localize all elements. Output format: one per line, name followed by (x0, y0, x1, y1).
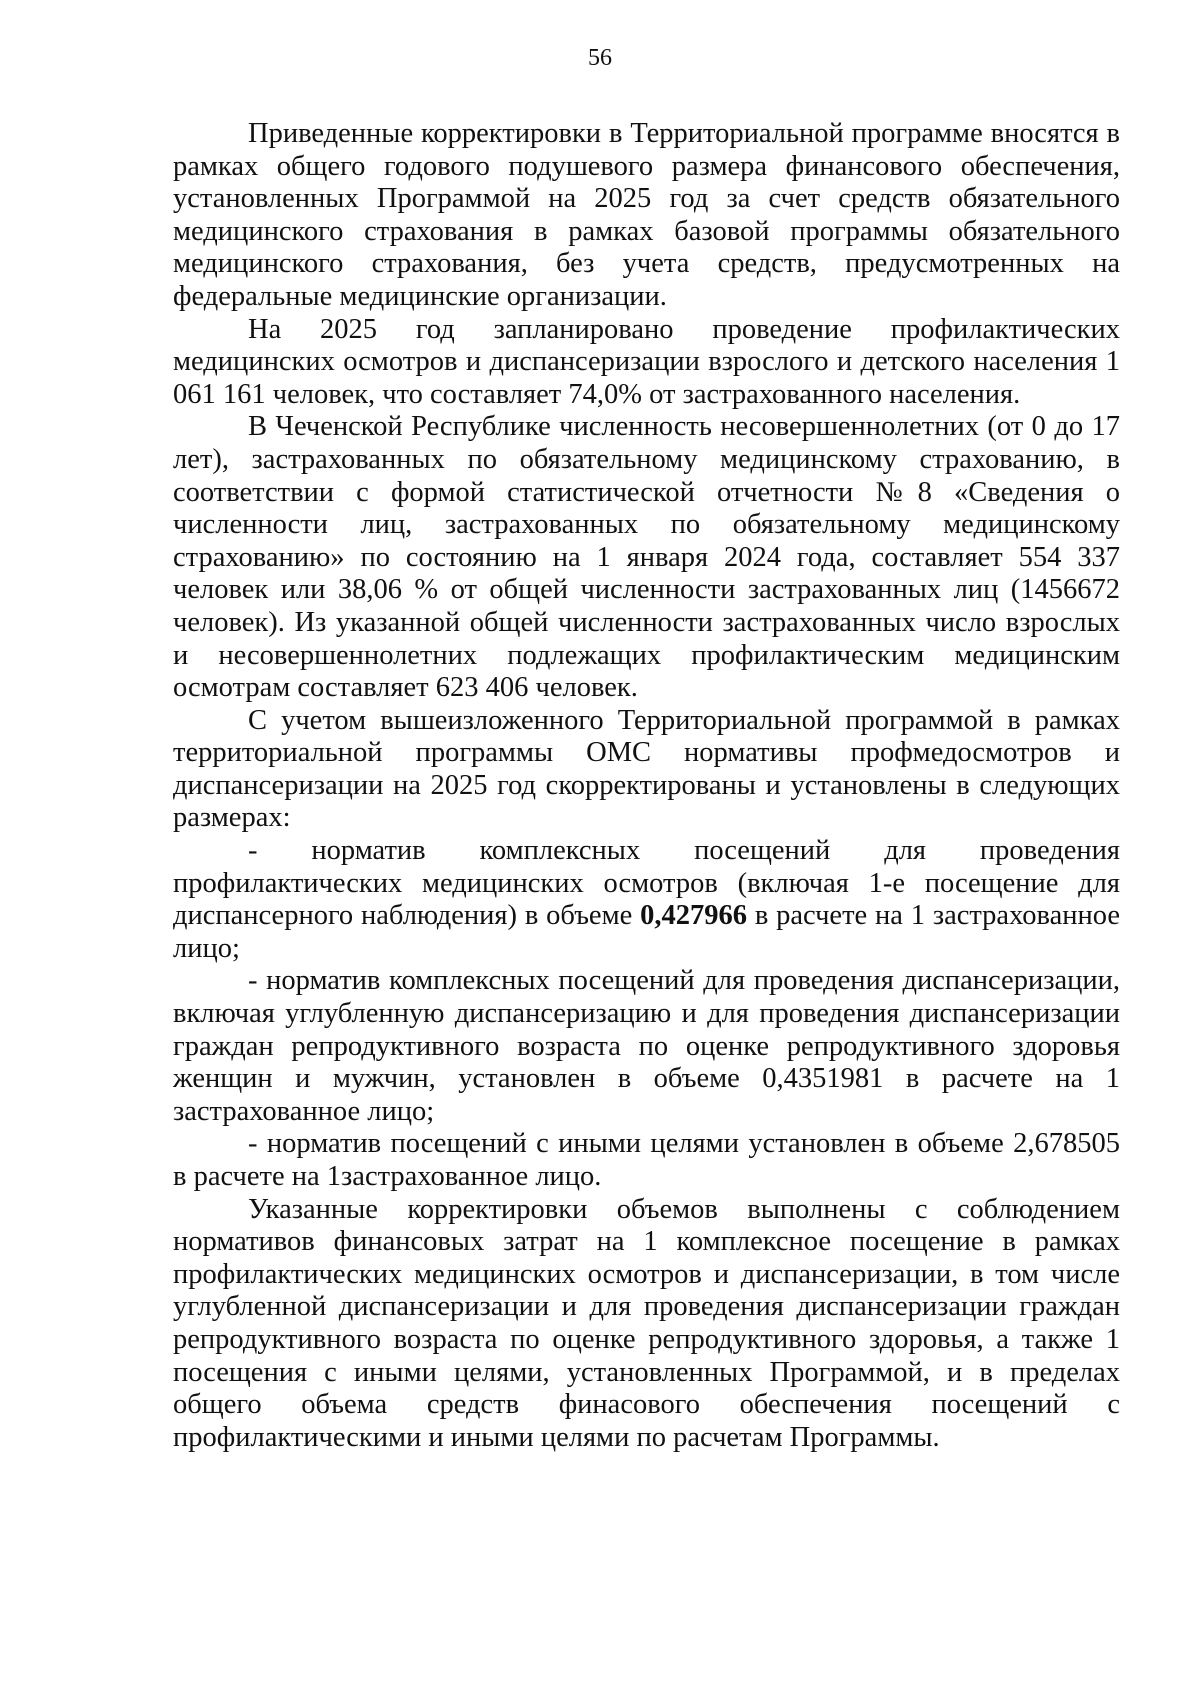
paragraph-planned-checkups: На 2025 год запланировано проведение профилактических медицинских осмотров и диспансеризации взрослого и детского населения 1 061 161 человек, что составляет 74,0% от застрахованного населения. (173, 313, 1120, 410)
norm-preventive-value: 0,427966 (640, 900, 747, 932)
norm-preventive-text-before: - норматив комплексных посещений для проведения профилактических медицинских осмотров (включая 1-е посещение для диспансерного наблюдения) в объеме (173, 835, 1120, 932)
paragraph-norms-intro: С учетом вышеизложенного Территориальной программой в рамках территориальной программы ОМС нормативы профмедосмотров и диспансеризации на 2025 год скорректированы и установлены в следующих размерах: (173, 704, 1120, 834)
document-body (173, 118, 1120, 1454)
paragraph-norm-dispensary-visits: - норматив комплексных посещений для проведения диспансеризации, включая углубленную диспансеризацию и для проведения диспансеризации граждан репродуктивного возраста по оценке репродуктивного здоровья женщин и мужчин, установлен в объеме 0,4351981 в расчете на 1 застрахованное лицо; (173, 965, 1120, 1127)
paragraph-corrections-compliance: Указанные корректировки объемов выполнены с соблюдением нормативов финансовых затрат на 1 комплексное посещение в рамках профилактических медицинских осмотров и диспансеризации, в том числе углубленной диспансеризации и для проведения диспансеризации граждан репродуктивного возраста по оценке репродуктивного здоровья, а также 1 посещения с иными целями, установленных Программой, и в пределах общего объема средств финасового обеспечения посещений с профилактическими и иными целями по расчетам Программы. (173, 1193, 1120, 1453)
paragraph-corrections-intro: Приведенные корректировки в Территориальной программе вносятся в рамках общего годового подушевого размера финансового обеспечения, установленных Программой на 2025 год за счет средств обязательного медицинского страхования в рамках базовой программы обязательного медицинского страхования, без учета средств, предусмотренных на федеральные медицинские организации. (173, 118, 1120, 312)
page-number: 56 (588, 45, 612, 71)
paragraph-norm-preventive-visits (173, 835, 1120, 965)
paragraph-norm-other-visits: - норматив посещений с иными целями установлен в объеме 2,678505 в расчете на 1застрахованное лицо. (173, 1128, 1120, 1192)
norm-preventive-text-after: в расчете на 1 застрахованное лицо; (173, 900, 1120, 964)
paragraph-minors-population: В Чеченской Республике численность несовершеннолетних (от 0 до 17 лет), застрахованных по обязательному медицинскому страхованию, в соответствии с формой статистической отчетности №8 «Сведения о численности лиц, застрахованных по обязательному медицинскому страхованию» по состоянию на 1 января 2024 года, составляет 554 337 человек или 38,06 % от общей численности застрахованных лиц (1456672 человек). Из указанной общей численности застрахованных число взрослых и несовершеннолетних подлежащих профилактическим медицинским осмотрам составляет 623 406 человек. (173, 411, 1120, 704)
